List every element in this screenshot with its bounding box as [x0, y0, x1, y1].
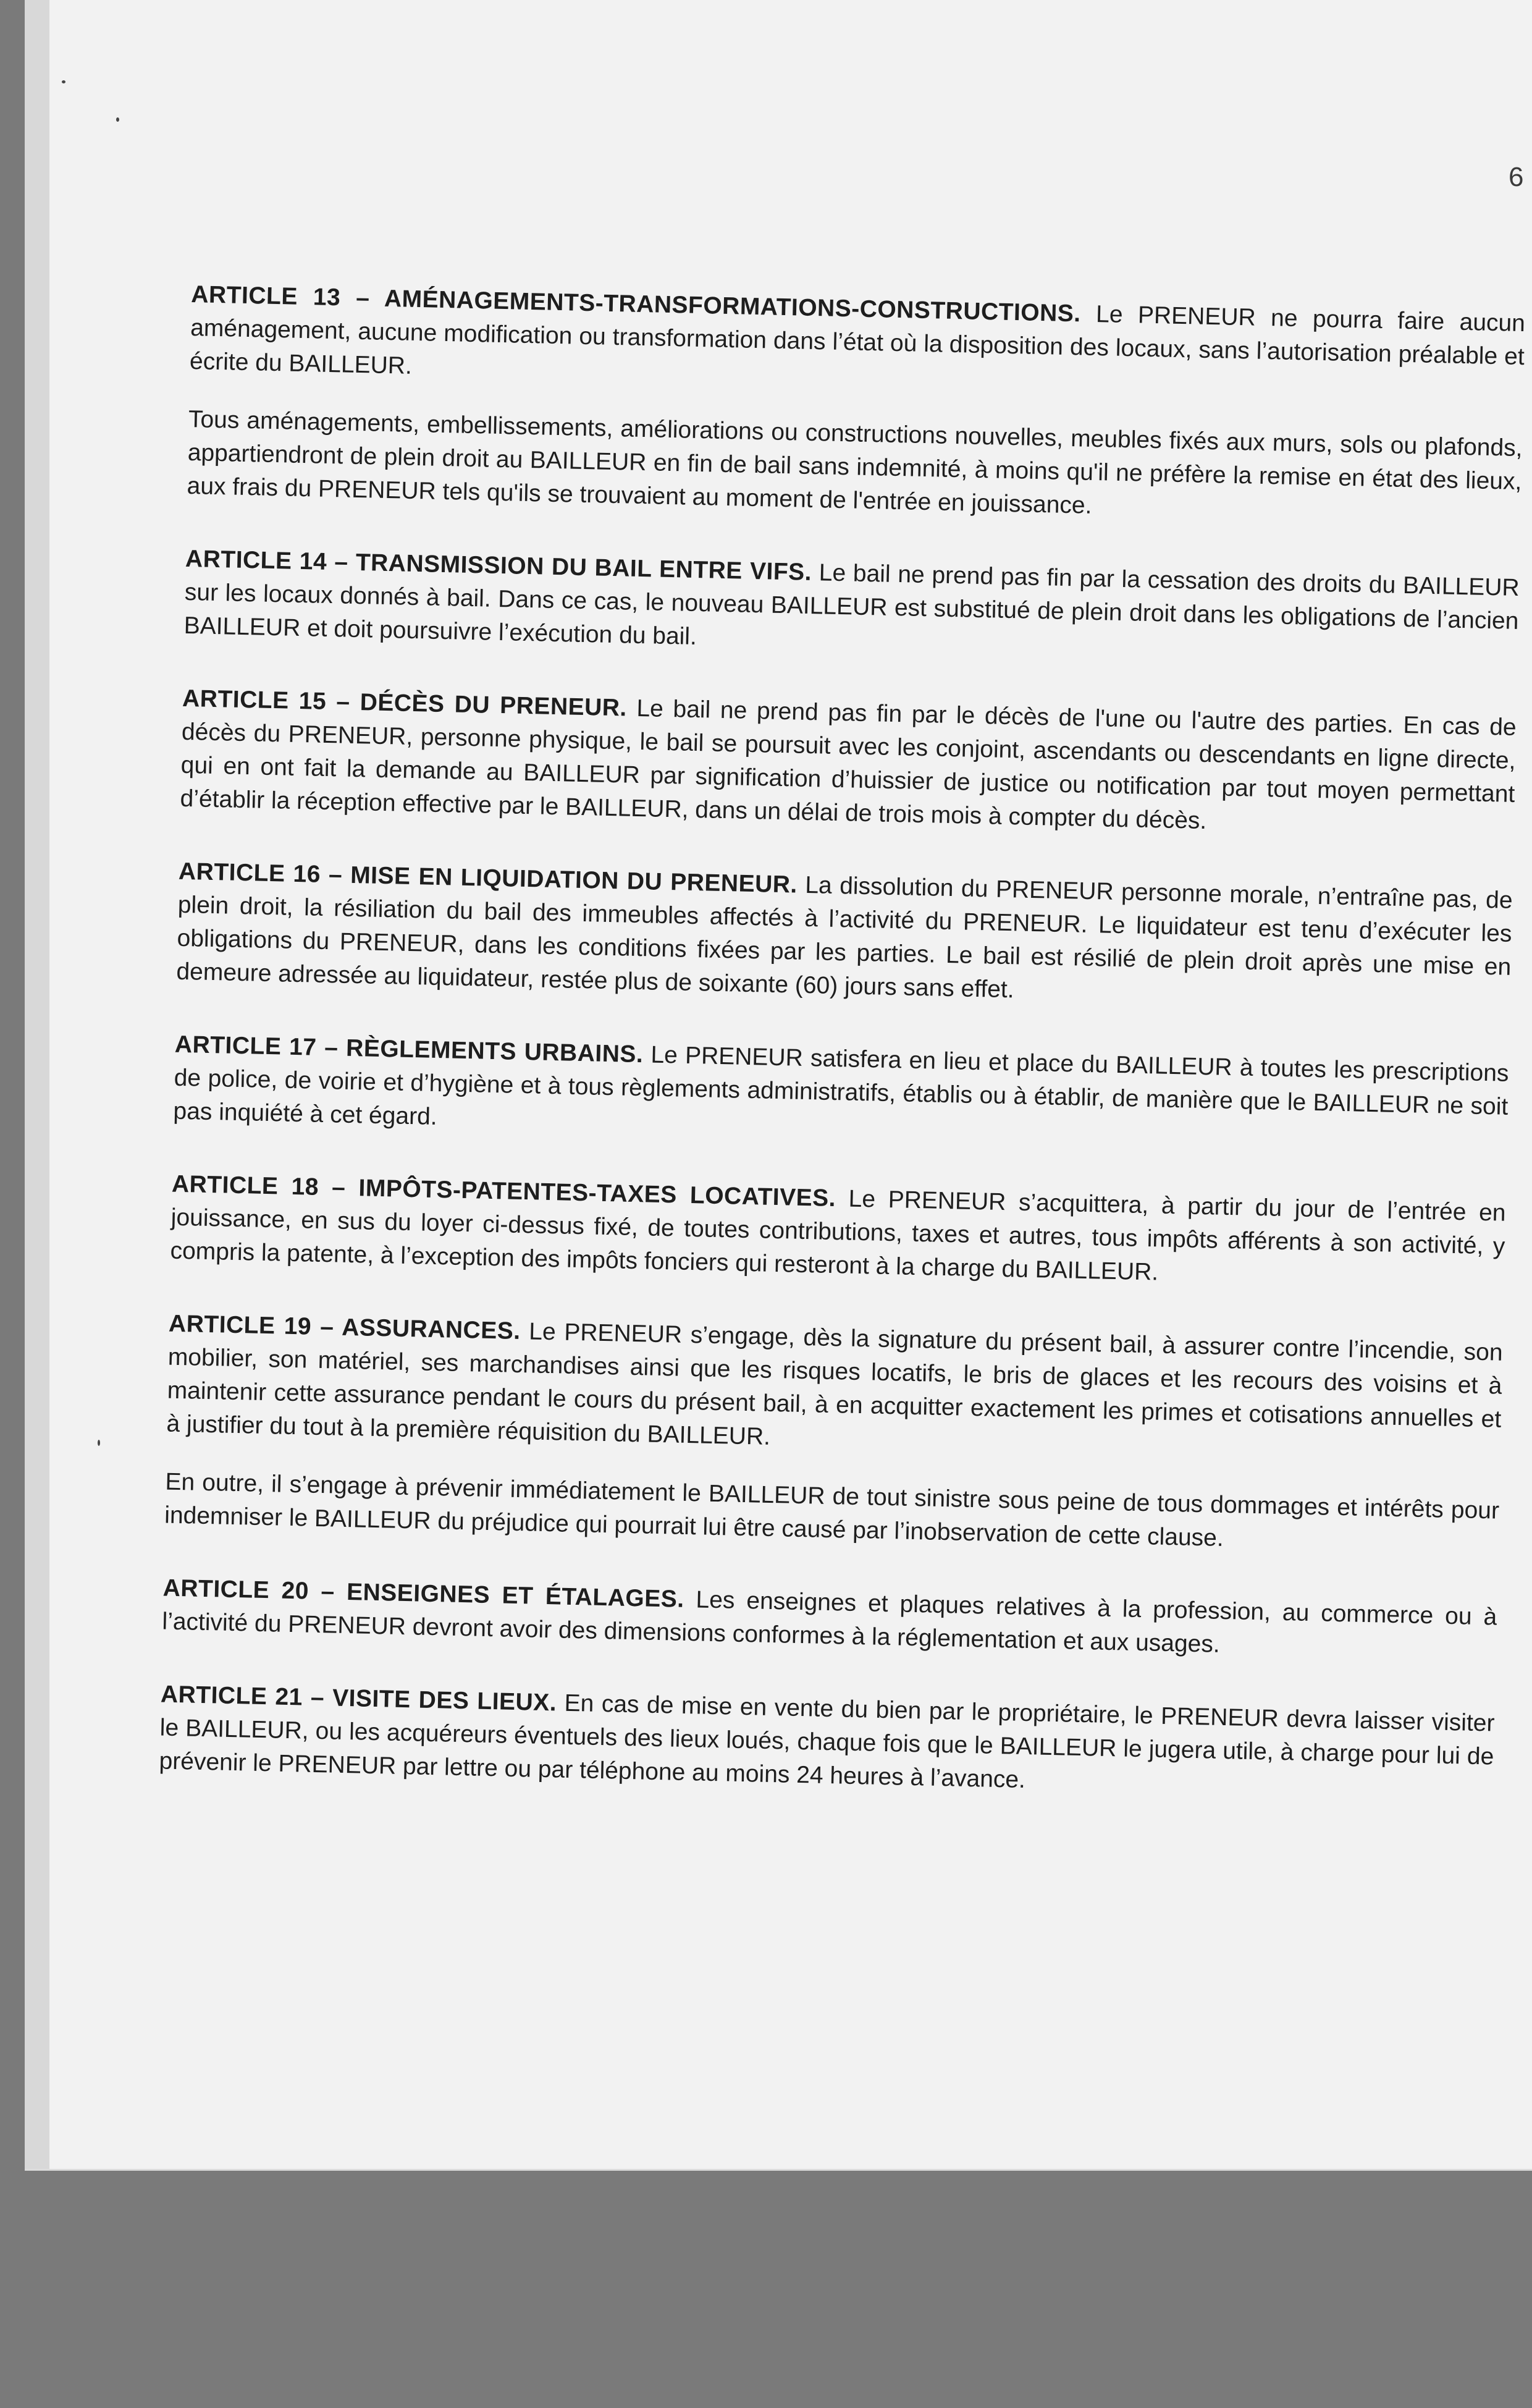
article-17-heading: ARTICLE 17 – RÈGLEMENTS URBAINS. [174, 1031, 644, 1068]
article-21-text: En cas de mise en vente du bien par le propriétaire, le PRENEUR devra laisser visiter le BAILLEUR, ou les acquéreurs éventuels des lieux loués, chaque fois que le BAILLEUR le jugera utile, à charge pour lui de prévenir le PRENEUR par lettre ou par téléphone au moins 24 heures à l’avance. [159, 1689, 1495, 1794]
article-15-paragraph [180, 682, 1517, 845]
article-19-paragraph-1 [166, 1308, 1503, 1470]
article-19-heading: ARTICLE 19 – ASSURANCES. [168, 1310, 521, 1345]
article-17-paragraph [173, 1028, 1509, 1157]
article-16-paragraph [176, 855, 1513, 1018]
scanned-page [25, 0, 1532, 2171]
article-20-heading: ARTICLE 20 – ENSEIGNES ET ÉTALAGES. [162, 1574, 685, 1613]
article-13-paragraph-1 [189, 278, 1525, 407]
article-15-text: Le bail ne prend pas fin par le décès de l'une ou l'autre des parties. En cas de décès du PRENEUR, personne physique, le bail se poursuit avec les conjoint, ascendants ou descendants en ligne directe, qui en ont fait la demande au BAILLEUR par signification d’huissier de justice ou notification par tout moyen permettant d’établir la réception effective par le BAILLEUR, dans un délai de trois mois à compter du décès. [180, 695, 1517, 835]
scan-speck [98, 1440, 100, 1446]
article-13-paragraph-2: Tous aménagements, embellissements, améliorations ou constructions nouvelles, meubles fixés aux murs, sols ou plafonds, appartiendront de plein droit au BAILLEUR en fin de bail sans indemnité, à moins qu'il ne préfère la remise en état des lieux, aux frais du PRENEUR tels qu'ils se trouvaient au moment de l'entrée en jouissance. [187, 405, 1523, 519]
article-14-heading: ARTICLE 14 – TRANSMISSION DU BAIL ENTRE VIFS. [185, 545, 812, 586]
article-13-heading: ARTICLE 13 – AMÉNAGEMENTS-TRANSFORMATIONS-CONSTRUCTIONS. [190, 281, 1082, 327]
article-13-text: Le PRENEUR ne pourra faire aucun aménagement, aucune modification ou transformation dans l’état où la disposition des locaux, sans l’autorisation préalable et écrite du BAILLEUR. [189, 300, 1526, 379]
article-21-heading: ARTICLE 21 – VISITE DES LIEUX. [160, 1681, 557, 1717]
article-18-paragraph [170, 1168, 1506, 1297]
page-number: 6 [1509, 162, 1524, 192]
article-15-heading: ARTICLE 15 – DÉCÈS DU PRENEUR. [182, 685, 628, 722]
article-14-text: Le bail ne prend pas fin par la cessation des droits du BAILLEUR sur les locaux donnés à bail. Dans ce cas, le nouveau BAILLEUR est substitué de plein droit dans les obligations de l’ancien BAILLEUR et doit poursuivre l’exécution du bail. [183, 559, 1520, 650]
article-16-text: La dissolution du PRENEUR personne morale, n’entraîne pas, de plein droit, la résiliation du bail des immeubles affectés à l’activité du PRENEUR. Le liquidateur est tenu d’exécuter les obligations du PRENEUR, dans les conditions fixées par les parties. Le bail est résilié de plein droit après une mise en demeure adressée au liquidateur, restée plus de soixante (60) jours sans effet. [176, 871, 1513, 1003]
article-19-text: Le PRENEUR s’engage, dès la signature du présent bail, à assurer contre l’incendie, son mobilier, son matériel, ses marchandises ainsi que les risques locatifs, le bris de glaces et les recours des voisins et à maintenir cette assurance pendant le cours du présent bail, à en acquitter exactement les primes et cotisations annuelles et à justifier du tout à la première réquisition du BAILLEUR. [166, 1318, 1504, 1450]
article-17-text: Le PRENEUR satisfera en lieu et place du BAILLEUR à toutes les prescriptions de police, de voirie et d’hygiène et à tous règlements administratifs, établis ou à établir, de manière que le BAILLEUR ne soit pas inquiété à cet égard. [173, 1041, 1509, 1130]
article-20-text: Les enseignes et plaques relatives à la profession, au commerce ou à l’activité du PRENEUR devront avoir des dimensions conformes à la réglementation et aux usages. [162, 1586, 1497, 1658]
scan-speck [116, 117, 119, 122]
article-18-heading: ARTICLE 18 – IMPÔTS-PATENTES-TAXES LOCATIVES. [171, 1170, 836, 1212]
article-19-paragraph-2: En outre, il s’engage à prévenir immédiatement le BAILLEUR de tout sinistre sous peine de tous dommages et intérêts pour indemniser le BAILLEUR du préjudice qui pourrait lui être causé par l’inobservation de cette clause. [164, 1468, 1500, 1552]
scan-speck [62, 80, 65, 83]
article-18-text: Le PRENEUR s’acquittera, à partir du jour de l’entrée en jouissance, en sus du loyer ci-dessus fixé, de toutes contributions, taxes et autres, tous impôts afférents à son activité, y compris la patente, à l’exception des impôts fonciers qui resteront à la charge du BAILLEUR. [170, 1185, 1506, 1286]
page-edge-shadow [25, 0, 49, 2169]
article-21-paragraph [159, 1678, 1495, 1807]
article-14-paragraph [183, 543, 1520, 672]
article-20-paragraph [162, 1572, 1497, 1668]
lease-articles [158, 278, 1526, 1847]
article-16-heading: ARTICLE 16 – MISE EN LIQUIDATION DU PRENEUR. [178, 858, 798, 898]
